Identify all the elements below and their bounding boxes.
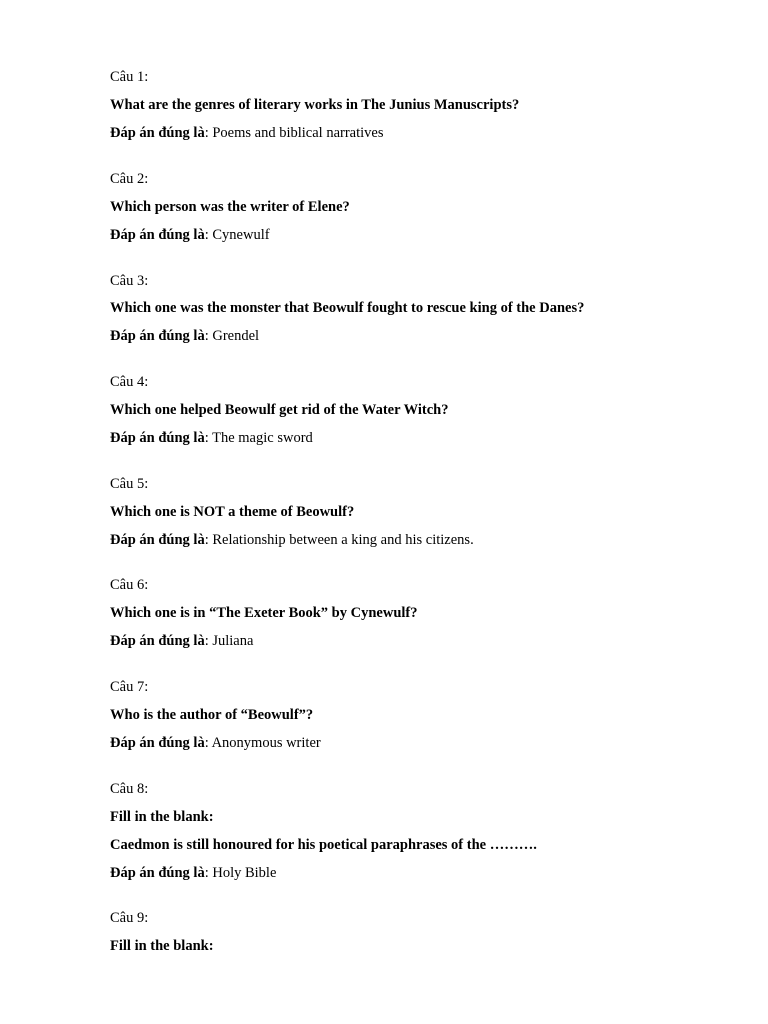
answer-label: Đáp án đúng là: [110, 328, 205, 344]
answer-label: Đáp án đúng là: [110, 430, 205, 446]
question-4-answer: Đáp án đúng là: The magic sword: [110, 430, 313, 446]
answer-text: Cynewulf: [212, 227, 270, 243]
answer-label: Đáp án đúng là: [110, 227, 205, 243]
question-9-instruction: Fill in the blank:: [110, 938, 214, 954]
question-6-text: Which one is in “The Exeter Book” by Cynewulf?: [110, 605, 418, 621]
answer-text: Grendel: [212, 328, 260, 344]
question-8-number: Câu 8:: [110, 781, 149, 797]
question-6-answer: Đáp án đúng là: Juliana: [110, 633, 254, 649]
question-2-number: Câu 2:: [110, 171, 149, 187]
answer-label: Đáp án đúng là: [110, 735, 205, 751]
answer-text: Holy Bible: [212, 865, 277, 881]
answer-label: Đáp án đúng là: [110, 865, 205, 881]
question-9-number: Câu 9:: [110, 910, 149, 926]
question-1-number: Câu 1:: [110, 69, 149, 85]
question-3-answer: Đáp án đúng là: Grendel: [110, 328, 260, 344]
question-7-number: Câu 7:: [110, 679, 149, 695]
question-8-instruction: Fill in the blank:: [110, 809, 214, 825]
question-4-number: Câu 4:: [110, 374, 149, 390]
question-8-text: Caedmon is still honoured for his poetical paraphrases of the ……….: [110, 837, 537, 853]
question-7-answer: Đáp án đúng là: Anonymous writer: [110, 735, 321, 751]
answer-text: The magic sword: [212, 430, 313, 446]
question-3-text: Which one was the monster that Beowulf fought to rescue king of the Danes?: [110, 300, 585, 316]
question-1-text: What are the genres of literary works in The Junius Manuscripts?: [110, 97, 520, 113]
question-5-answer: Đáp án đúng là: Relationship between a king and his citizens.: [110, 532, 474, 548]
question-2-answer: Đáp án đúng là: Cynewulf: [110, 227, 270, 243]
answer-label: Đáp án đúng là: [110, 125, 205, 141]
question-3-number: Câu 3:: [110, 273, 149, 289]
answer-text: Anonymous writer: [211, 735, 321, 751]
question-2-text: Which person was the writer of Elene?: [110, 199, 350, 215]
question-4-text: Which one helped Beowulf get rid of the Water Witch?: [110, 402, 449, 418]
answer-text: Juliana: [212, 633, 254, 649]
answer-label: Đáp án đúng là: [110, 633, 205, 649]
question-5-number: Câu 5:: [110, 476, 149, 492]
question-8-answer: Đáp án đúng là: Holy Bible: [110, 865, 277, 881]
question-5-text: Which one is NOT a theme of Beowulf?: [110, 504, 355, 520]
answer-text: Poems and biblical narratives: [212, 125, 384, 141]
answer-text: Relationship between a king and his citizens.: [212, 532, 474, 548]
question-6-number: Câu 6:: [110, 577, 149, 593]
question-1-answer: Đáp án đúng là: Poems and biblical narratives: [110, 125, 384, 141]
answer-label: Đáp án đúng là: [110, 532, 205, 548]
question-7-text: Who is the author of “Beowulf”?: [110, 707, 314, 723]
